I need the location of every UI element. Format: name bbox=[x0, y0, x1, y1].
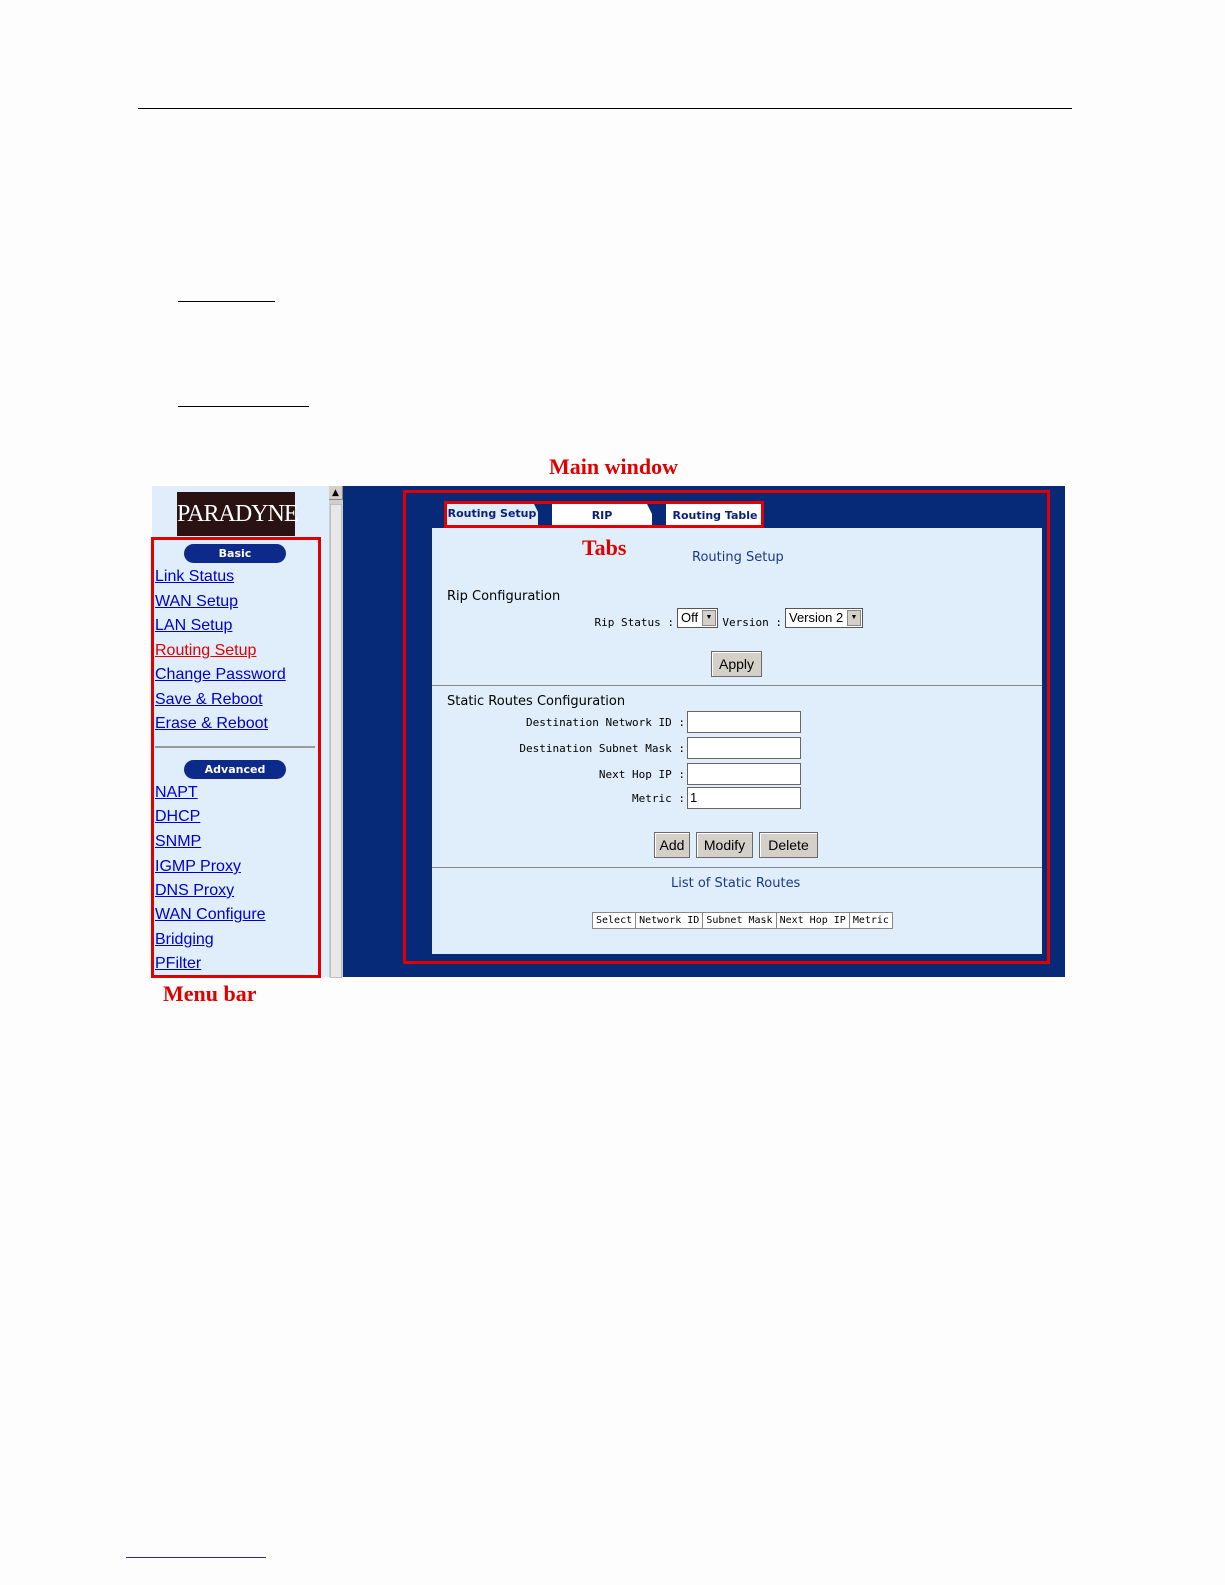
dest-mask-label: Destination Subnet Mask : bbox=[519, 742, 685, 755]
tab-routing-table[interactable]: Routing Table bbox=[666, 504, 764, 528]
chevron-down-icon[interactable]: ▼ bbox=[702, 610, 716, 626]
add-button[interactable]: Add bbox=[654, 832, 690, 858]
advanced-section-label: Advanced bbox=[184, 760, 286, 779]
menu-dhcp[interactable]: DHCP bbox=[155, 808, 201, 825]
tabs-highlight-box bbox=[444, 501, 764, 528]
menu-pfilter[interactable]: PFilter bbox=[155, 955, 202, 972]
footer-rule bbox=[126, 1557, 266, 1558]
version-label: Version : bbox=[722, 616, 782, 629]
menu-dns-proxy[interactable]: DNS Proxy bbox=[155, 882, 235, 899]
menu-lan-setup[interactable]: LAN Setup bbox=[155, 617, 233, 634]
route-list-title: List of Static Routes bbox=[671, 876, 801, 891]
annotation-menu-bar: Menu bar bbox=[163, 981, 257, 1006]
sidebar-scrollbar[interactable] bbox=[329, 486, 343, 977]
version-select[interactable] bbox=[785, 608, 863, 628]
page-title: Routing Setup bbox=[692, 550, 784, 565]
paradyne-logo: PARADYNE bbox=[177, 492, 295, 536]
apply-button[interactable]: Apply bbox=[711, 651, 762, 677]
annotation-tabs: Tabs bbox=[582, 535, 627, 560]
menu-wan-setup[interactable]: WAN Setup bbox=[155, 593, 238, 610]
dest-network-label: Destination Network ID : bbox=[526, 716, 685, 729]
column-header-subnet-mask: Subnet Mask bbox=[703, 913, 776, 929]
blank-underline-2 bbox=[178, 406, 309, 407]
menu-snmp[interactable]: SNMP bbox=[155, 833, 202, 850]
menu-wan-configure[interactable]: WAN Configure bbox=[155, 906, 266, 923]
section-divider-2 bbox=[432, 867, 1042, 868]
annotation-main-window: Main window bbox=[549, 454, 678, 479]
rip-status-value: Off bbox=[681, 610, 699, 625]
tab-rip[interactable]: RIP bbox=[552, 504, 652, 528]
column-header-select: Select bbox=[593, 913, 636, 929]
column-header-network-id: Network ID bbox=[636, 913, 703, 929]
menu-igmp-proxy[interactable]: IGMP Proxy bbox=[155, 858, 241, 875]
menu-routing-setup[interactable]: Routing Setup bbox=[155, 642, 257, 659]
table-header-row bbox=[593, 913, 893, 929]
dest-network-input[interactable] bbox=[687, 711, 801, 733]
rip-status-select[interactable] bbox=[677, 608, 718, 628]
menu-erase-reboot[interactable]: Erase & Reboot bbox=[155, 715, 268, 732]
column-header-metric: Metric bbox=[849, 913, 892, 929]
column-header-next-hop-ip: Next Hop IP bbox=[776, 913, 849, 929]
menu-link-status[interactable]: Link Status bbox=[155, 568, 235, 585]
tab-routing-setup[interactable]: Routing Setup bbox=[446, 504, 538, 528]
menu-napt[interactable]: NAPT bbox=[155, 784, 198, 801]
chevron-down-icon[interactable]: ▼ bbox=[847, 610, 861, 626]
basic-section-label: Basic bbox=[184, 544, 286, 563]
delete-button[interactable]: Delete bbox=[759, 832, 818, 858]
header-rule bbox=[138, 108, 1072, 109]
static-routes-table bbox=[592, 912, 893, 929]
blank-underline-1 bbox=[178, 301, 275, 302]
dest-mask-input[interactable] bbox=[687, 737, 801, 759]
static-routes-title: Static Routes Configuration bbox=[447, 694, 626, 709]
menu-bar-highlight-box bbox=[151, 537, 321, 978]
modify-button[interactable]: Modify bbox=[696, 832, 753, 858]
menu-save-reboot[interactable]: Save & Reboot bbox=[155, 691, 263, 708]
version-value: Version 2 bbox=[789, 610, 844, 625]
menu-bridging[interactable]: Bridging bbox=[155, 931, 214, 948]
rip-configuration-title: Rip Configuration bbox=[447, 589, 561, 604]
next-hop-label: Next Hop IP : bbox=[598, 768, 685, 781]
section-divider-1 bbox=[432, 685, 1042, 686]
next-hop-input[interactable] bbox=[687, 763, 801, 785]
scroll-up-icon[interactable]: ▲ bbox=[329, 486, 343, 500]
menu-change-password[interactable]: Change Password bbox=[155, 666, 286, 683]
metric-input[interactable]: 1 bbox=[687, 787, 801, 809]
scroll-thumb[interactable] bbox=[330, 504, 342, 978]
metric-label: Metric : bbox=[632, 792, 685, 805]
rip-status-label: Rip Status : bbox=[594, 616, 674, 629]
